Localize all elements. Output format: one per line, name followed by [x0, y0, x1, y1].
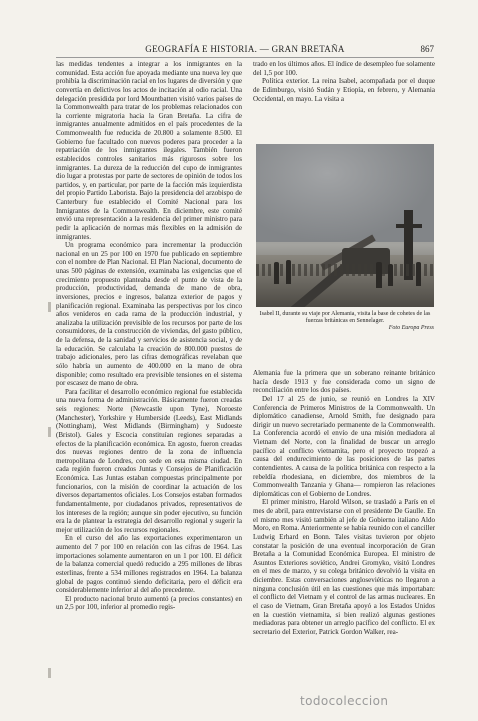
photo-person — [416, 262, 421, 286]
photo-credit: Foto Europa Press — [388, 325, 434, 332]
photo-caption — [256, 311, 434, 332]
page-number: 867 — [420, 44, 434, 54]
left-column — [56, 60, 242, 696]
paragraph-exportaciones: En el curso del año las exportaciones experimentaron un aumento del 7 por 100 en relación con las cifras de 1964. Las importaciones solamente aumentaron en un 1 por 100. El déficit de la balanza comercial quedó reducido a 295 millones de libras esterlinas, frente a 534 millones registrados en 1964. La balanza global de pagos continuó siendo deficitaria, pero el déficit era considerablemente inferior al del año precedente. — [56, 534, 242, 595]
header-title: GEOGRAFÍA E HISTORIA. — GRAN BRETAÑA — [145, 44, 345, 54]
paragraph-politica-exterior: Política exterior. La reina Isabel, acompañada por el duque de Edimburgo, visitó Sudán y Etiopía, en febrero, y Alemania Occidental, en mayo. La visita a — [253, 77, 435, 103]
photo-person — [286, 260, 291, 284]
paragraph-producto-nacional: El producto nacional bruto aumentó (a precios constantes) en un 2,5 por 100, inferior al promedio regis- — [56, 594, 242, 612]
paragraph-plan-nacional: Un programa económico para incrementar la producción nacional en un 25 por 100 en 1970 fue publicado en septiembre con el nombre de Plan Nacional. El Plan Nacional, documento de unas 500 páginas de extensión, examinaba las exigencias que el crecimiento propuesto planteaba desde el punto de vista de la producción, productividad, demanda de mano de obra, inversiones, precios e ingresos, balanza exterior de pagos y planificación regional. Examinaba las perspectivas por los cinco años venideros en cada rama de la producción industrial, y analizaba la utilización previsible de los recursos por parte de los consumidores, de la construcción de viviendas, del gasto público, de la defensa, de la sanidad y servicios de asistencia social, y de la educación. Se calculaba la creación de 800.000 puestos de trabajo adicionales, pero las cifras demográficas revelaban que sólo habría un aumento de 400.000 en la mano de obra disponible; como resultado era previsible tensiones en el sistema por escasez de mano de obra. — [56, 241, 242, 388]
running-header — [56, 43, 434, 58]
caption-text: Isabel II, durante su viaje por Alemania, visita la base de cohetes de las fuerzas británicas en Sennelager. — [259, 311, 431, 325]
paragraph-desempleo: trado en los últimos años. El índice de desempleo fue solamente del 1,5 por 100. — [253, 60, 435, 77]
photo-person — [376, 262, 382, 288]
right-column-top — [253, 60, 435, 138]
paragraph-conferencia-commonwealth: Del 17 al 25 de junio, se reunió en Londres la XIV Conferencia de Primeros Ministros de la Commonwealth. Un diplomático canadiense, Arnold Smith, fue designado para dirigir un nuevo secretariado permanente de la Commonwealth. La Conferencia acordó el envío de una misión mediadora al Vietnam del Norte, con la finalidad de buscar un arreglo pacífico al conflicto vietnamita, pero el proyecto tropezó a causa del endurecimiento de las posiciones de las partes contendientes. A causa de la política británica con respecto a la rebeldía rhodesiana, en diciembre, dos miembros de la Commonwealth Tanzania y Ghana— rompieron las relaciones diplomáticas con el Gobierno de Londres. — [253, 394, 435, 498]
margin-mark — [48, 668, 51, 678]
margin-mark — [48, 302, 51, 312]
photo-crowd — [256, 264, 434, 276]
paragraph-desarrollo-regional: Para facilitar el desarrollo económico regional fue establecida una nueva forma de administración. Básicamente fueron creadas seis regiones: Norte (Newcastle upon Tyne), Noroeste (Manchester), Yorkshire y Humberside (Leeds), East Midlands (Nottingham), West Midlands (Birmingham) y Sudoeste (Bristol). Gales y Escocia constituían regiones separadas a efectos de la planificación económica. En agosto, fueron creadas dos nuevas regiones dentro de la zona de influencia metropolitana de Londres, con sede en esta misma ciudad. En cada región fueron creados Juntas y Consejos de Planificación Económica. Las Juntas estaban compuestas principalmente por funcionarios, con la misión de coordinar la actuación de los diversos departamentos oficiales. Los Consejos estaban formados fundamentalmente, por ciudadanos privados, representativos de los intereses de la región; aunque sin poder ejecutivo, su función era la de plantear la estrategia del desarrollo regional y sugerir la mejor utilización de los recursos regionales. — [56, 387, 242, 534]
photo-person — [388, 264, 393, 286]
paragraph-inmigracion: las medidas tendentes a integrar a los inmigrantes en la comunidad. Esta acción fue apoyada mediante una nueva ley que prohibía la discriminación racial en los lugares de diversión y que convertía en delictivos los actos de incitación al odio racial. Una delegación presidida por lord Mountbatten visitó varios países de la Commonwealth para tratar de los problemas relacionados con la corriente migratoria hacia la Gran Bretaña. La cifra de inmigrantes anualmente admitidos en el país procedentes de la Commonwealth fue reducida de 20.800 a solamente 8.500. El Gobierno fue facultado con nuevos poderes para proceder a la repatriación de los inmigrantes ilegales. También fueron establecidos controles sanitarios más rigurosos sobre los inmigrantes. La dureza de la reducción del cupo de inmigrantes dio lugar a protestas por parte de sectores de opinión de todos los partidos, y, en particular, por parte de la facción más izquierdista del propio Partido Laborista. Bajo la presidencia del arzobispo de Canterbury fue establecido el Comité Nacional para los Inmigrantes de la Commonwealth. En diciembre, este comité envió una representación a la residencia del primer ministro para pedir la aplicación de normas más flexibles en la admisión de inmigrantes. — [56, 60, 242, 241]
watermark: todocoleccion — [300, 694, 389, 708]
photo-tower — [396, 224, 422, 228]
photo-person — [274, 262, 279, 284]
photo-queen-rocket-base — [256, 144, 434, 307]
right-column-bottom — [253, 369, 435, 696]
margin-mark — [48, 427, 51, 437]
paragraph-alemania: Alemania fue la primera que un soberano reinante británico hacía desde 1913 y fue considerada como un signo de reconciliación entre los dos países. — [253, 369, 435, 395]
paragraph-harold-wilson: El primer ministro, Harold Wilson, se trasladó a París en el mes de abril, para entrevistarse con el presidente De Gaulle. En el mismo mes visitó también al jefe de Gobierno italiano Aldo Moro, en Roma. Anteriormente se había reunido con el canciller Ludwig Erhard en Bonn. Tales visitas tuvieron por objeto constatar la posición de una eventual incorporación de Gran Bretaña a la Comunidad Económica Europea. El ministro de Asuntos Exteriores soviético, Andrei Gromyko, visitó Londres en el mes de marzo, y su colega británico devolvió la visita en diciembre. Estas conversaciones angloseviéticas no llegaron a ninguna conclusión útil en las cuestiones que más importaban: el conflicto del Vietnam y el control de las armas nucleares. En el caso de Vietnam, Gran Bretaña apoyó a los Estados Unidos en la cuestión vietnamita, si bien realizó algunas gestiones mediadoras para obtener un arreglo pacífico del conflicto. El ex secretario del Exterior, Patrick Gordon Walker, rea- — [253, 498, 435, 636]
